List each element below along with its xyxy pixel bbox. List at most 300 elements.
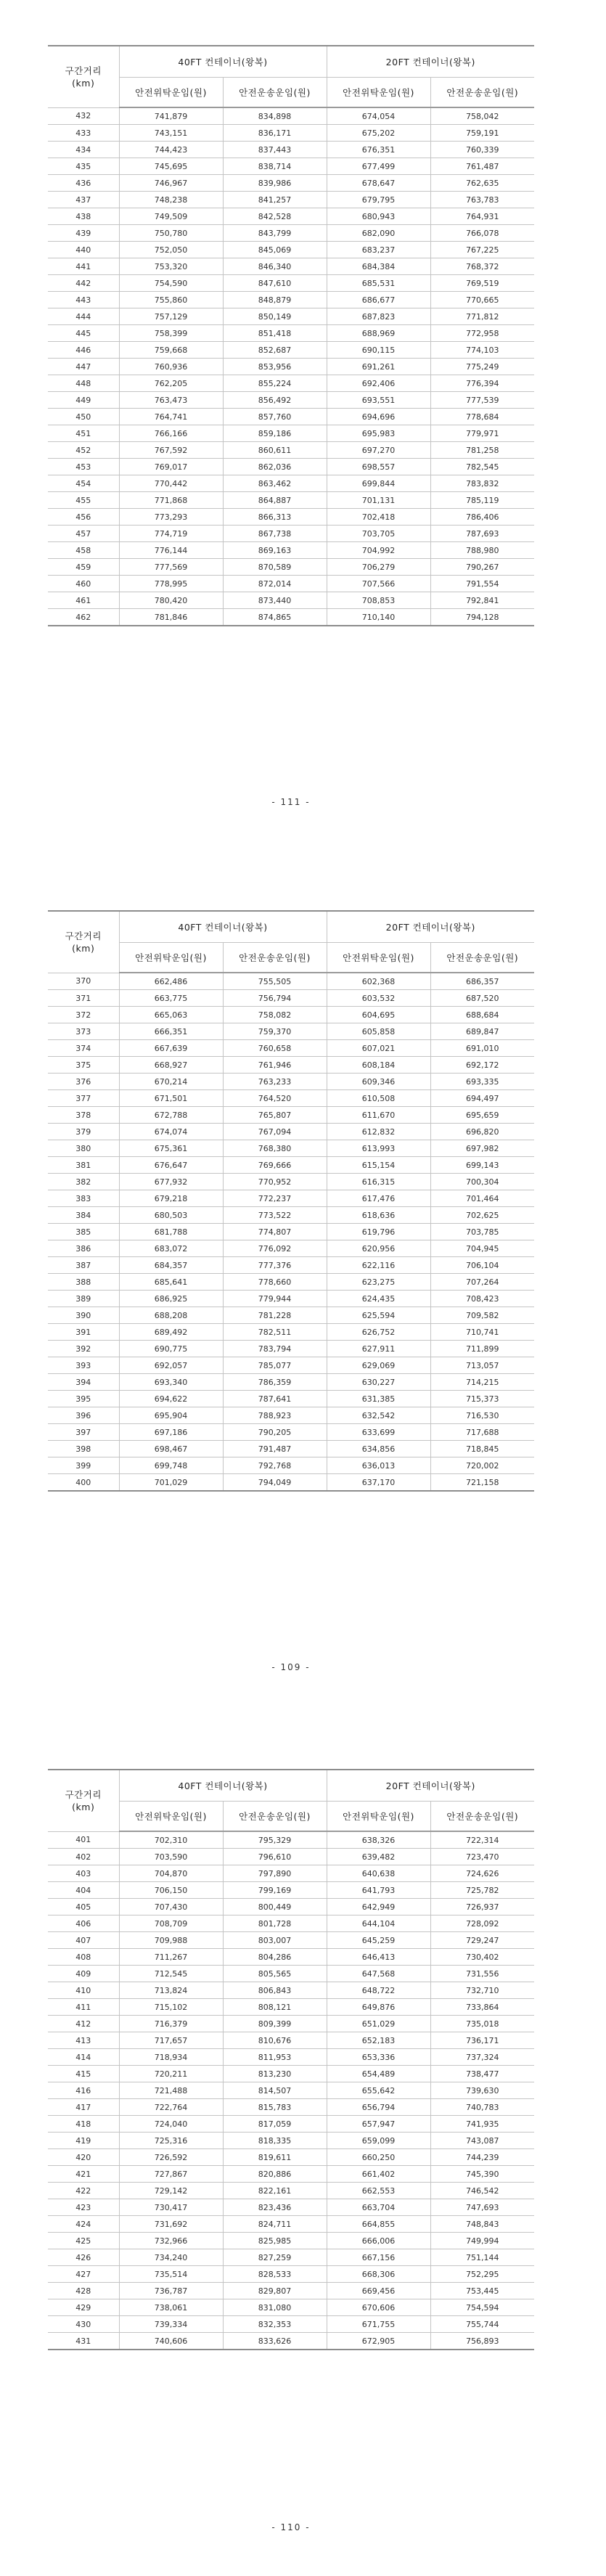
table-row	[48, 1915, 534, 1932]
distance-cell: 459	[48, 559, 119, 576]
table-row	[48, 2249, 534, 2266]
table-row	[48, 442, 534, 459]
consign-20ft-cell: 642,949	[327, 1899, 430, 1915]
header-40ft: 40FT 컨테이너(왕복)	[119, 911, 327, 943]
transport-40ft-cell: 845,069	[223, 242, 327, 258]
consign-20ft-cell: 659,099	[327, 2133, 430, 2149]
transport-40ft-cell: 774,807	[223, 1224, 327, 1240]
table-row	[48, 1441, 534, 1457]
transport-40ft-cell: 823,436	[223, 2199, 327, 2216]
consign-40ft-cell: 713,824	[119, 1982, 223, 1999]
table-row	[48, 375, 534, 392]
transport-20ft-cell: 716,530	[430, 1407, 534, 1424]
table-row	[48, 2233, 534, 2249]
transport-20ft-cell: 699,143	[430, 1157, 534, 1174]
table-row	[48, 1882, 534, 1899]
consign-20ft-cell: 615,154	[327, 1157, 430, 1174]
transport-20ft-cell: 786,406	[430, 509, 534, 526]
table-row	[48, 1424, 534, 1441]
consign-20ft-cell: 617,476	[327, 1190, 430, 1207]
transport-40ft-cell: 783,794	[223, 1341, 327, 1357]
distance-cell: 425	[48, 2233, 119, 2249]
distance-cell: 451	[48, 425, 119, 442]
consign-20ft-cell: 627,911	[327, 1341, 430, 1357]
consign-40ft-cell: 668,927	[119, 1057, 223, 1074]
consign-20ft-cell: 612,832	[327, 1124, 430, 1140]
consign-20ft-cell: 699,844	[327, 475, 430, 492]
consign-20ft-cell: 704,992	[327, 542, 430, 559]
consign-40ft-cell: 672,788	[119, 1107, 223, 1124]
table-row	[48, 2333, 534, 2350]
distance-cell: 445	[48, 325, 119, 342]
transport-20ft-cell: 749,994	[430, 2233, 534, 2249]
transport-20ft-cell: 755,744	[430, 2316, 534, 2333]
header-40ft-consign: 안전위탁운임(원)	[119, 943, 223, 973]
transport-20ft-cell: 723,470	[430, 1849, 534, 1865]
table-body	[48, 107, 534, 626]
consign-40ft-cell: 711,267	[119, 1949, 223, 1966]
transport-20ft-cell: 783,832	[430, 475, 534, 492]
transport-40ft-cell: 781,228	[223, 1307, 327, 1324]
table-row	[48, 2266, 534, 2283]
consign-40ft-cell: 767,592	[119, 442, 223, 459]
consign-20ft-cell: 663,704	[327, 2199, 430, 2216]
table-row	[48, 1391, 534, 1407]
consign-20ft-cell: 674,054	[327, 107, 430, 125]
consign-40ft-cell: 769,017	[119, 459, 223, 475]
distance-cell: 439	[48, 225, 119, 242]
distance-cell: 420	[48, 2149, 119, 2166]
table-row	[48, 1057, 534, 1074]
consign-40ft-cell: 734,240	[119, 2249, 223, 2266]
transport-20ft-cell: 711,899	[430, 1341, 534, 1357]
transport-20ft-cell: 732,710	[430, 1982, 534, 1999]
transport-20ft-cell: 760,339	[430, 142, 534, 158]
consign-20ft-cell: 697,270	[327, 442, 430, 459]
transport-20ft-cell: 777,539	[430, 392, 534, 409]
table-row	[48, 1257, 534, 1274]
transport-20ft-cell: 776,394	[430, 375, 534, 392]
table-row	[48, 2099, 534, 2116]
transport-40ft-cell: 810,676	[223, 2032, 327, 2049]
transport-40ft-cell: 808,121	[223, 1999, 327, 2016]
header-20ft-consign: 안전위탁운임(원)	[327, 78, 430, 108]
consign-40ft-cell: 781,846	[119, 609, 223, 626]
consign-20ft-cell: 655,642	[327, 2082, 430, 2099]
transport-40ft-cell: 847,610	[223, 275, 327, 292]
transport-20ft-cell: 746,542	[430, 2183, 534, 2199]
consign-40ft-cell: 693,340	[119, 1374, 223, 1391]
consign-40ft-cell: 722,764	[119, 2099, 223, 2116]
transport-20ft-cell: 788,980	[430, 542, 534, 559]
consign-20ft-cell: 654,489	[327, 2066, 430, 2082]
header-20ft: 20FT 컨테이너(왕복)	[327, 1770, 534, 1802]
transport-20ft-cell: 754,594	[430, 2299, 534, 2316]
transport-40ft-cell: 846,340	[223, 258, 327, 275]
transport-20ft-cell: 708,423	[430, 1291, 534, 1307]
consign-20ft-cell: 645,259	[327, 1932, 430, 1949]
table-row	[48, 973, 534, 990]
transport-20ft-cell: 738,477	[430, 2066, 534, 2082]
consign-20ft-cell: 687,823	[327, 308, 430, 325]
table-row	[48, 2166, 534, 2183]
consign-20ft-cell: 629,069	[327, 1357, 430, 1374]
transport-40ft-cell: 794,049	[223, 1474, 327, 1492]
consign-40ft-cell: 712,545	[119, 1966, 223, 1982]
distance-cell: 396	[48, 1407, 119, 1424]
transport-40ft-cell: 761,946	[223, 1057, 327, 1074]
consign-40ft-cell: 732,966	[119, 2233, 223, 2249]
transport-40ft-cell: 838,714	[223, 158, 327, 175]
consign-20ft-cell: 683,237	[327, 242, 430, 258]
distance-cell: 443	[48, 292, 119, 308]
distance-cell: 386	[48, 1240, 119, 1257]
distance-cell: 390	[48, 1307, 119, 1324]
transport-20ft-cell: 774,103	[430, 342, 534, 359]
transport-40ft-cell: 828,533	[223, 2266, 327, 2283]
transport-40ft-cell: 785,077	[223, 1357, 327, 1374]
consign-20ft-cell: 603,532	[327, 990, 430, 1007]
table-row	[48, 2032, 534, 2049]
distance-cell: 393	[48, 1357, 119, 1374]
consign-20ft-cell: 702,418	[327, 509, 430, 526]
consign-20ft-cell: 664,855	[327, 2216, 430, 2233]
transport-40ft-cell: 867,738	[223, 526, 327, 542]
consign-20ft-cell: 669,456	[327, 2283, 430, 2299]
consign-20ft-cell: 653,336	[327, 2049, 430, 2066]
consign-20ft-cell: 684,384	[327, 258, 430, 275]
consign-20ft-cell: 707,566	[327, 576, 430, 592]
transport-20ft-cell: 737,324	[430, 2049, 534, 2066]
table-row	[48, 1374, 534, 1391]
table-row	[48, 1124, 534, 1140]
distance-cell: 378	[48, 1107, 119, 1124]
table-row	[48, 542, 534, 559]
consign-20ft-cell: 656,794	[327, 2099, 430, 2116]
table-row	[48, 492, 534, 509]
consign-40ft-cell: 735,514	[119, 2266, 223, 2283]
table-row	[48, 359, 534, 375]
transport-40ft-cell: 772,237	[223, 1190, 327, 1207]
transport-40ft-cell: 852,687	[223, 342, 327, 359]
transport-20ft-cell: 785,119	[430, 492, 534, 509]
rate-table-block-1	[48, 45, 534, 626]
transport-40ft-cell: 778,660	[223, 1274, 327, 1291]
transport-40ft-cell: 769,666	[223, 1157, 327, 1174]
transport-40ft-cell: 857,760	[223, 409, 327, 425]
consign-20ft-cell: 680,943	[327, 208, 430, 225]
consign-40ft-cell: 706,150	[119, 1882, 223, 1899]
consign-40ft-cell: 686,925	[119, 1291, 223, 1307]
table-row	[48, 1224, 534, 1240]
transport-20ft-cell: 769,519	[430, 275, 534, 292]
transport-20ft-cell: 771,812	[430, 308, 534, 325]
transport-20ft-cell: 697,982	[430, 1140, 534, 1157]
distance-cell: 388	[48, 1274, 119, 1291]
transport-40ft-cell: 760,658	[223, 1040, 327, 1057]
distance-cell: 453	[48, 459, 119, 475]
transport-20ft-cell: 770,665	[430, 292, 534, 308]
transport-20ft-cell: 778,684	[430, 409, 534, 425]
consign-40ft-cell: 757,129	[119, 308, 223, 325]
distance-cell: 411	[48, 1999, 119, 2016]
distance-cell: 427	[48, 2266, 119, 2283]
header-40ft: 40FT 컨테이너(왕복)	[119, 1770, 327, 1802]
consign-40ft-cell: 731,692	[119, 2216, 223, 2233]
transport-40ft-cell: 869,163	[223, 542, 327, 559]
table-row	[48, 1090, 534, 1107]
consign-20ft-cell: 605,858	[327, 1023, 430, 1040]
table-row	[48, 2283, 534, 2299]
consign-20ft-cell: 613,993	[327, 1140, 430, 1157]
transport-40ft-cell: 782,511	[223, 1324, 327, 1341]
transport-20ft-cell: 740,783	[430, 2099, 534, 2116]
table-row	[48, 292, 534, 308]
transport-40ft-cell: 809,399	[223, 2016, 327, 2032]
consign-40ft-cell: 744,423	[119, 142, 223, 158]
consign-20ft-cell: 708,853	[327, 592, 430, 609]
consign-20ft-cell: 625,594	[327, 1307, 430, 1324]
table-row	[48, 125, 534, 142]
transport-20ft-cell: 691,010	[430, 1040, 534, 1057]
transport-40ft-cell: 872,014	[223, 576, 327, 592]
transport-40ft-cell: 756,794	[223, 990, 327, 1007]
transport-40ft-cell: 788,923	[223, 1407, 327, 1424]
distance-cell: 440	[48, 242, 119, 258]
consign-20ft-cell: 662,553	[327, 2183, 430, 2199]
distance-header: 구간거리 (km)	[48, 911, 119, 973]
distance-cell: 395	[48, 1391, 119, 1407]
consign-40ft-cell: 752,050	[119, 242, 223, 258]
transport-40ft-cell: 811,953	[223, 2049, 327, 2066]
consign-40ft-cell: 707,430	[119, 1899, 223, 1915]
consign-20ft-cell: 647,568	[327, 1966, 430, 1982]
consign-20ft-cell: 686,677	[327, 292, 430, 308]
distance-cell: 429	[48, 2299, 119, 2316]
consign-40ft-cell: 773,293	[119, 509, 223, 526]
transport-40ft-cell: 796,610	[223, 1849, 327, 1865]
transport-20ft-cell: 729,247	[430, 1932, 534, 1949]
consign-40ft-cell: 770,442	[119, 475, 223, 492]
distance-cell: 426	[48, 2249, 119, 2266]
distance-cell: 375	[48, 1057, 119, 1074]
consign-40ft-cell: 681,788	[119, 1224, 223, 1240]
transport-20ft-cell: 764,931	[430, 208, 534, 225]
table-row	[48, 1324, 534, 1341]
transport-40ft-cell: 839,986	[223, 175, 327, 192]
consign-20ft-cell: 668,306	[327, 2266, 430, 2283]
distance-cell: 442	[48, 275, 119, 292]
table-row	[48, 1157, 534, 1174]
transport-40ft-cell: 874,865	[223, 609, 327, 626]
transport-20ft-cell: 745,390	[430, 2166, 534, 2183]
transport-20ft-cell: 768,372	[430, 258, 534, 275]
consign-20ft-cell: 690,115	[327, 342, 430, 359]
rate-table	[48, 45, 534, 626]
table-row	[48, 1949, 534, 1966]
consign-20ft-cell: 682,090	[327, 225, 430, 242]
consign-40ft-cell: 764,741	[119, 409, 223, 425]
consign-40ft-cell: 694,622	[119, 1391, 223, 1407]
transport-20ft-cell: 718,845	[430, 1441, 534, 1457]
header-40ft: 40FT 컨테이너(왕복)	[119, 46, 327, 78]
consign-40ft-cell: 708,709	[119, 1915, 223, 1932]
transport-20ft-cell: 725,782	[430, 1882, 534, 1899]
table-row	[48, 242, 534, 258]
table-row	[48, 1407, 534, 1424]
consign-40ft-cell: 755,860	[119, 292, 223, 308]
consign-40ft-cell: 748,238	[119, 192, 223, 208]
consign-20ft-cell: 607,021	[327, 1040, 430, 1057]
transport-40ft-cell: 792,768	[223, 1457, 327, 1474]
transport-40ft-cell: 864,887	[223, 492, 327, 509]
transport-20ft-cell: 791,554	[430, 576, 534, 592]
consign-20ft-cell: 620,956	[327, 1240, 430, 1257]
table-row	[48, 1932, 534, 1949]
distance-cell: 382	[48, 1174, 119, 1190]
consign-40ft-cell: 777,569	[119, 559, 223, 576]
consign-40ft-cell: 774,719	[119, 526, 223, 542]
header-40ft-transport: 안전운송운임(원)	[223, 943, 327, 973]
distance-cell: 431	[48, 2333, 119, 2350]
distance-cell: 434	[48, 142, 119, 158]
transport-40ft-cell: 797,890	[223, 1865, 327, 1882]
transport-40ft-cell: 841,257	[223, 192, 327, 208]
table-row	[48, 609, 534, 626]
header-40ft-transport: 안전운송운임(원)	[223, 1802, 327, 1832]
consign-20ft-cell: 636,013	[327, 1457, 430, 1474]
consign-20ft-cell: 661,402	[327, 2166, 430, 2183]
table-row	[48, 2199, 534, 2216]
consign-40ft-cell: 679,218	[119, 1190, 223, 1207]
distance-cell: 394	[48, 1374, 119, 1391]
consign-20ft-cell: 634,856	[327, 1441, 430, 1457]
table-row	[48, 1291, 534, 1307]
consign-40ft-cell: 689,492	[119, 1324, 223, 1341]
consign-40ft-cell: 662,486	[119, 973, 223, 990]
transport-20ft-cell: 730,402	[430, 1949, 534, 1966]
header-20ft-transport: 안전운송운임(원)	[430, 78, 534, 108]
distance-cell: 374	[48, 1040, 119, 1057]
distance-cell: 409	[48, 1966, 119, 1982]
consign-20ft-cell: 619,796	[327, 1224, 430, 1240]
table-row	[48, 308, 534, 325]
consign-40ft-cell: 688,208	[119, 1307, 223, 1324]
consign-40ft-cell: 684,357	[119, 1257, 223, 1274]
distance-cell: 438	[48, 208, 119, 225]
distance-cell: 437	[48, 192, 119, 208]
consign-20ft-cell: 672,905	[327, 2333, 430, 2350]
transport-40ft-cell: 791,487	[223, 1441, 327, 1457]
transport-40ft-cell: 795,329	[223, 1831, 327, 1849]
transport-40ft-cell: 819,611	[223, 2149, 327, 2166]
table-row	[48, 175, 534, 192]
distance-cell: 384	[48, 1207, 119, 1224]
transport-40ft-cell: 814,507	[223, 2082, 327, 2099]
header-20ft-consign: 안전위탁운임(원)	[327, 943, 430, 973]
consign-20ft-cell: 633,699	[327, 1424, 430, 1441]
header-40ft-transport: 안전운송운임(원)	[223, 78, 327, 108]
transport-40ft-cell: 850,149	[223, 308, 327, 325]
table-row	[48, 142, 534, 158]
transport-20ft-cell: 686,357	[430, 973, 534, 990]
consign-40ft-cell: 780,420	[119, 592, 223, 609]
consign-40ft-cell: 692,057	[119, 1357, 223, 1374]
transport-20ft-cell: 782,545	[430, 459, 534, 475]
transport-40ft-cell: 763,233	[223, 1074, 327, 1090]
table-row	[48, 1831, 534, 1849]
table-row	[48, 392, 534, 409]
transport-40ft-cell: 805,565	[223, 1966, 327, 1982]
consign-40ft-cell: 724,040	[119, 2116, 223, 2133]
consign-40ft-cell: 703,590	[119, 1849, 223, 1865]
distance-cell: 448	[48, 375, 119, 392]
consign-40ft-cell: 754,590	[119, 275, 223, 292]
distance-cell: 432	[48, 107, 119, 125]
distance-cell: 410	[48, 1982, 119, 1999]
transport-40ft-cell: 825,985	[223, 2233, 327, 2249]
table-row	[48, 342, 534, 359]
transport-20ft-cell: 689,847	[430, 1023, 534, 1040]
distance-cell: 381	[48, 1157, 119, 1174]
header-20ft: 20FT 컨테이너(왕복)	[327, 911, 534, 943]
table-row	[48, 2133, 534, 2149]
distance-cell: 414	[48, 2049, 119, 2066]
table-row	[48, 1023, 534, 1040]
table-body	[48, 1831, 534, 2350]
transport-40ft-cell: 804,286	[223, 1949, 327, 1966]
distance-cell: 387	[48, 1257, 119, 1274]
consign-20ft-cell: 648,722	[327, 1982, 430, 1999]
transport-20ft-cell: 766,078	[430, 225, 534, 242]
table-row	[48, 1999, 534, 2016]
table-row	[48, 592, 534, 609]
header-40ft-consign: 안전위탁운임(원)	[119, 1802, 223, 1832]
transport-40ft-cell: 818,335	[223, 2133, 327, 2149]
transport-40ft-cell: 833,626	[223, 2333, 327, 2350]
transport-20ft-cell: 763,783	[430, 192, 534, 208]
distance-cell: 449	[48, 392, 119, 409]
transport-40ft-cell: 851,418	[223, 325, 327, 342]
consign-20ft-cell: 676,351	[327, 142, 430, 158]
consign-20ft-cell: 623,275	[327, 1274, 430, 1291]
transport-20ft-cell: 694,497	[430, 1090, 534, 1107]
transport-20ft-cell: 736,171	[430, 2032, 534, 2049]
table-row	[48, 2149, 534, 2166]
transport-40ft-cell: 843,799	[223, 225, 327, 242]
table-row	[48, 225, 534, 242]
consign-40ft-cell: 709,988	[119, 1932, 223, 1949]
transport-20ft-cell: 704,945	[430, 1240, 534, 1257]
table-row	[48, 990, 534, 1007]
transport-20ft-cell: 696,820	[430, 1124, 534, 1140]
transport-40ft-cell: 817,059	[223, 2116, 327, 2133]
transport-20ft-cell: 724,626	[430, 1865, 534, 1882]
consign-40ft-cell: 674,074	[119, 1124, 223, 1140]
transport-20ft-cell: 744,239	[430, 2149, 534, 2166]
distance-cell: 419	[48, 2133, 119, 2149]
table-body	[48, 973, 534, 1491]
transport-20ft-cell: 767,225	[430, 242, 534, 258]
distance-cell: 462	[48, 609, 119, 626]
transport-40ft-cell: 779,944	[223, 1291, 327, 1307]
consign-40ft-cell: 729,142	[119, 2183, 223, 2199]
transport-40ft-cell: 873,440	[223, 592, 327, 609]
distance-cell: 391	[48, 1324, 119, 1341]
transport-40ft-cell: 800,449	[223, 1899, 327, 1915]
distance-cell: 371	[48, 990, 119, 1007]
table-row	[48, 1899, 534, 1915]
